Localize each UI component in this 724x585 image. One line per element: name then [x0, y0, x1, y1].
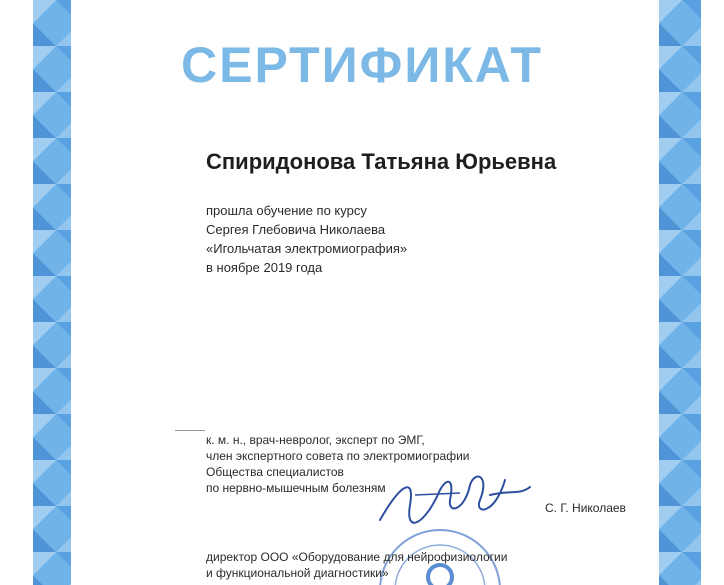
director-line: и функциональной диагностики» [206, 566, 389, 580]
signer-line: член экспертного совета по электромиографии [206, 449, 470, 463]
course-line: прошла обучение по курсу [206, 203, 367, 218]
course-line: «Игольчатая электромиография» [206, 241, 408, 256]
signer-line: Общества специалистов [206, 465, 344, 479]
signer-line: по нервно-мышечным болезням [206, 481, 386, 495]
course-line: в ноябре 2019 года [206, 260, 323, 275]
course-description [206, 201, 407, 277]
divider [175, 430, 205, 431]
signer-name: С. Г. Николаев [545, 501, 626, 515]
director-title [206, 549, 507, 581]
course-line: Сергея Глебовича Николаева [206, 222, 386, 237]
certificate-title: СЕРТИФИКАТ [181, 37, 543, 93]
director-line: директор ООО «Оборудование для нейрофизиологии [206, 550, 508, 564]
recipient-name: Спиридонова Татьяна Юрьевна [206, 149, 557, 174]
signer-line: к. м. н., врач-невролог, эксперт по ЭМГ, [206, 433, 425, 447]
